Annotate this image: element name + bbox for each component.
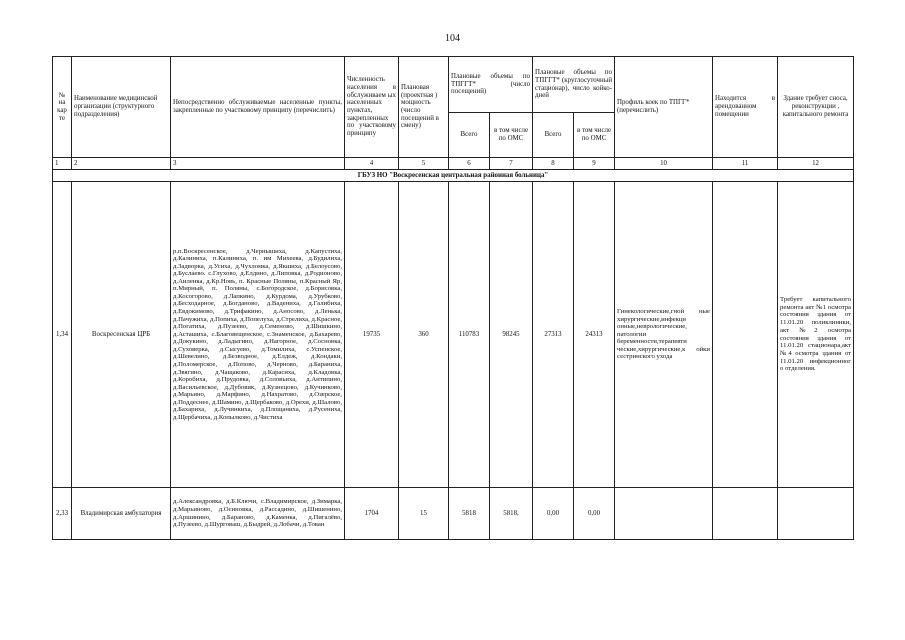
settlements-list: д.Александровка, д.Б.Ключи, с.Владимирское, д.Зимарка, д.Марьиново, д.Осиновка, д.Рассадино, д.Шишенино, д.Аршинино, д.Бараново, д.Каменка, д.Пигалёво, д.Пузеево, д.Шурговаш, д.Быдрей, д.Лобачи, д.Тован (171, 488, 345, 540)
building-condition-value: Требует капитального ремонта акт №1 осмотра состояния здания от 11.01.20 поликлиники, акт №2 осмотра состояния здания от 11.01.20 стационара,акт №4 осмотра здания от 11.01.20 инфекционног о отделения. (778, 182, 854, 488)
col-number: 10 (615, 158, 713, 170)
visits-oms-value: 5818, (490, 488, 533, 540)
org-name: Владимирская амбулатория (72, 488, 171, 540)
header-capacity: Плановая (проектная ) мощность (число посещений в смену) (399, 57, 449, 158)
col-number: 9 (574, 158, 615, 170)
org-title-row (53, 170, 854, 182)
row-number: 2,33 (53, 488, 72, 540)
lease-value (713, 488, 778, 540)
beds-total-value: 27313 (533, 182, 574, 488)
medical-organizations-table (52, 56, 854, 540)
header-visits-oms: в том числе по ОМС (490, 113, 533, 158)
page-number: 104 (445, 33, 460, 44)
capacity-value: 360 (399, 182, 449, 488)
col-number: 11 (713, 158, 778, 170)
header-population: Численность населения в обслуживаем ых населенных пунктах, закрепленных по участковому принципу (345, 57, 399, 158)
header-building: Здание требует сноса, реконструкции , капитального ремонта (778, 57, 854, 158)
col-number: 1 (53, 158, 72, 170)
org-title: ГБУЗ НО "Воскресенская центральная районная больница" (53, 170, 854, 182)
header-bed-profile: Профиль коек по ТПГГ* (перечислить) (615, 57, 713, 158)
col-number: 8 (533, 158, 574, 170)
column-number-row (53, 158, 854, 170)
lease-value (713, 182, 778, 488)
bed-profile-value: Гинекологические,гной ные хирургические,инфекци онные,неврологические, патологии беременности,терапевти ческие,хирургические,к ойки сестринского ухода (615, 182, 713, 488)
header-lease: Находится в арендованном помещении (713, 57, 778, 158)
table-row (53, 488, 854, 540)
beds-oms-value: 0,00 (574, 488, 615, 540)
header-settlements: Непосредственно обслуживаемые населенные пункты, закрепленные по участковому принципу (перечислить) (171, 57, 345, 158)
visits-total-value: 110783 (449, 182, 490, 488)
header-org-name: Наименование медицинской организации (структурного подразделения) (72, 57, 171, 158)
header-beds-oms: в том числе по ОМС (574, 113, 615, 158)
table-row (53, 182, 854, 488)
visits-oms-value: 98245 (490, 182, 533, 488)
bed-profile-value (615, 488, 713, 540)
capacity-value: 15 (399, 488, 449, 540)
building-condition-value (778, 488, 854, 540)
header-beds-total: Всего (533, 113, 574, 158)
header-visits-total: Всего (449, 113, 490, 158)
col-number: 7 (490, 158, 533, 170)
col-number: 5 (399, 158, 449, 170)
row-number: 1,34 (53, 182, 72, 488)
population-value: 1704 (345, 488, 399, 540)
col-number: 4 (345, 158, 399, 170)
col-number: 2 (72, 158, 171, 170)
beds-oms-value: 24313 (574, 182, 615, 488)
header-planned-beddays: Плановые объемы по ТПГГТ* (круглосуточный стационар), число койко-дней (533, 57, 615, 113)
visits-total-value: 5818 (449, 488, 490, 540)
org-name: Воскресенская ЦРБ (72, 182, 171, 488)
header-n: № на кар те (53, 57, 72, 158)
col-number: 6 (449, 158, 490, 170)
population-value: 19735 (345, 182, 399, 488)
settlements-list: р.п.Воскресенское, д.Чернышиха, д.Капустиха, д.Калиниха, п.Калиниха, п. им Михеева, д.Будилиха, д.Задворка, д.Усиха, д.Чухломка, д.Якшиха, д.Белоусово, д.Буслаево. с.Глухово, д.Елдино, д.Липовка, д.Родионово, д.Аиленка, д.Кр.Новь, п. Красные Поляны, п.Красный Яр, п.Мирный, п. Поляны, с.Богородское, д.Борисовка, д.Косогорово, д.Лапкино, д.Курдома, д.Урубково, д.Бесходарное, д.Богданово, д.Вадениха, д.Галибиха, д.Евдокимово, д.Трифакино, д.Аносово, д.Ленька, д.Пачужиха, д.Попиха, д.Попелуха, д.Стрелиха, д.Красное, д.Погатиха, д.Пузеево, д.Семеново, д.Шишкино, д.Асташиха, с.Благовещенское, с.Знаменское, д.Бахарево, д.Докукино, д.Ладыгино, д.Нагорное, д.Сосновка, д.Суховерка, д.Сысуево, д.Томилиха, с.Успенское, д.Шевелино, д.Безводное, д.Елдеж, д.Кондаки, д.Поломерское, д.Попово, д.Черново, д.Бараниха, д.Звягино, д.Чащаково, д.Карасиха, д.Кладовка, д.Коробиха, д.Прудовка, д.Соловьиха, д.Антипино, д.Васильевское, д.Дубовик, д.Кузнецово, д.Кучинково, д.Марьино, д.Марфино, д.Нахратово, д.Озерское, д.Поддеснее, д.Шамино, д.Щербаково, д.Орехи, д.Шалово, д.Бахариха, д.Лучинкиха, д.Площаниха, д.Русениха, д.Щербачиха, д.Копылково, д.Чистиха (171, 182, 345, 488)
header-planned-visits: Плановые объемы по ТПГГТ* (число посещений) (449, 57, 533, 113)
col-number: 12 (778, 158, 854, 170)
col-number: 3 (171, 158, 345, 170)
header-row (53, 57, 854, 113)
beds-total-value: 0,00 (533, 488, 574, 540)
